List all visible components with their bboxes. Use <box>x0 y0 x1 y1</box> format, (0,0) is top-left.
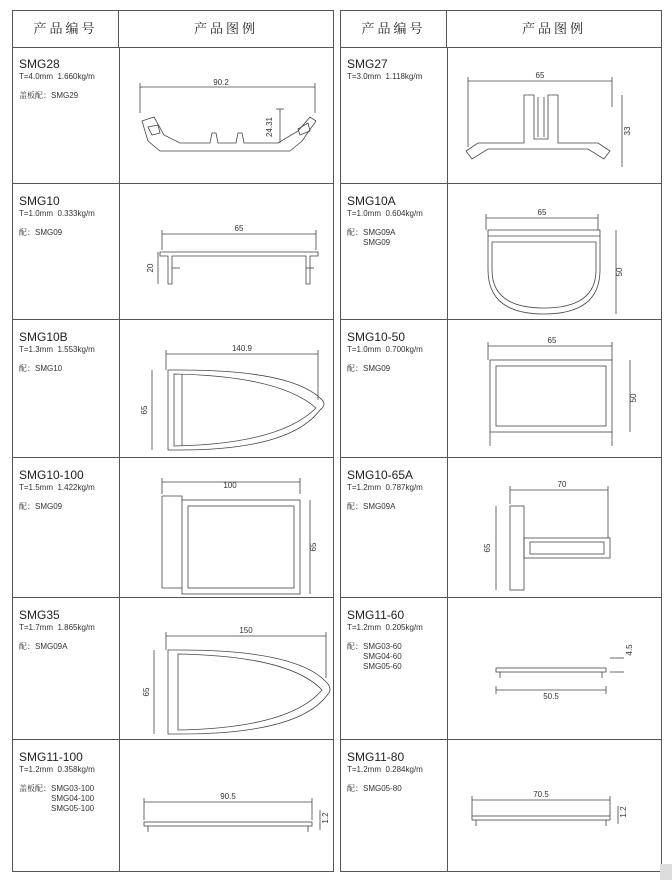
product-row-smg10b <box>13 319 333 457</box>
dim-label: 70.5 <box>533 790 549 799</box>
profile-drawing-smg35 <box>120 598 334 740</box>
catalog-table-left <box>12 10 334 872</box>
page-corner <box>660 864 672 880</box>
product-spec: T=3.0mm 1.118kg/m <box>347 72 423 81</box>
dim-label: 65 <box>140 405 149 415</box>
product-row-smg35 <box>13 597 333 739</box>
dim-label: 90.5 <box>220 792 236 801</box>
profile-drawing-smg10-50 <box>448 320 662 458</box>
product-row-smg10a <box>341 183 661 319</box>
product-code: SMG10-100 <box>19 468 84 482</box>
profile-drawing-smg10b <box>120 320 334 458</box>
product-code: SMG10B <box>19 330 68 344</box>
pairing-info: 配： SMG09 <box>19 502 63 511</box>
profile-drawing-smg10-100 <box>120 458 334 598</box>
dim-label: 24.31 <box>265 116 274 138</box>
dim-label: 100 <box>223 481 237 490</box>
dim-label: 50 <box>629 393 638 403</box>
product-code: SMG10A <box>347 194 396 208</box>
product-row-smg10-65a <box>341 457 661 597</box>
product-code: SMG35 <box>19 608 60 622</box>
product-spec: T=1.7mm 1.865kg/m <box>19 623 95 632</box>
dim-label: 90.2 <box>213 78 229 87</box>
product-code: SMG27 <box>347 57 388 71</box>
product-code: SMG10-65A <box>347 468 414 482</box>
product-row-smg10-50 <box>341 319 661 457</box>
table-header <box>13 11 333 48</box>
product-code: SMG11-80 <box>347 750 405 764</box>
product-row-smg11-60 <box>341 597 661 739</box>
header-image: 产品图例 <box>193 21 258 36</box>
dim-label: 150 <box>239 626 253 635</box>
dim-label: 50 <box>615 267 624 277</box>
pairing-info: 配： SMG09 <box>347 364 391 373</box>
product-row-smg27 <box>341 47 661 183</box>
product-spec: T=1.0mm 0.604kg/m <box>347 209 423 218</box>
dim-label: 65 <box>234 224 244 233</box>
profile-drawing-smg11-100 <box>120 740 334 874</box>
dim-label: 33 <box>623 126 632 136</box>
dim-label: 65 <box>309 542 318 552</box>
product-row-smg11-80 <box>341 739 661 873</box>
pairing-info: 盖板配： SMG03-100 SMG04-100 SMG05-100 <box>19 784 95 813</box>
pairing-info: 配： SMG09 <box>19 228 63 237</box>
pairing-info: 配： SMG10 <box>19 364 63 373</box>
profile-drawing-smg10 <box>120 184 334 320</box>
dim-label: 4.5 <box>625 644 634 656</box>
product-spec: T=1.3mm 1.553kg/m <box>19 345 95 354</box>
dim-label: 65 <box>537 208 547 217</box>
pairing-info: 盖板配： SMG29 <box>19 91 79 100</box>
profile-drawing-smg28 <box>120 47 334 183</box>
dim-label: 50.5 <box>543 692 559 701</box>
dim-label: 20 <box>146 263 155 273</box>
table-header <box>341 11 661 48</box>
product-spec: T=1.0mm 0.700kg/m <box>347 345 423 354</box>
dim-label: 1.2 <box>619 806 628 818</box>
pairing-info: 配： SMG05-80 <box>347 784 402 793</box>
product-code: SMG11-100 <box>19 750 83 764</box>
profile-drawing-smg10a <box>448 184 662 320</box>
dim-label: 65 <box>483 543 492 553</box>
product-spec: T=4.0mm 1.660kg/m <box>19 72 95 81</box>
product-row-smg28 <box>13 47 333 183</box>
product-code: SMG10 <box>19 194 60 208</box>
profile-drawing-smg11-80 <box>448 740 662 874</box>
pairing-info: 配： SMG09A <box>19 642 68 651</box>
product-code: SMG28 <box>19 57 60 71</box>
dim-label: 65 <box>535 71 545 80</box>
profile-drawing-smg11-60 <box>448 598 662 740</box>
dim-label: 1.2 <box>321 812 330 824</box>
dim-label: 140.9 <box>231 344 253 353</box>
profile-drawing-smg27 <box>448 47 662 183</box>
header-code: 产品编号 <box>13 11 119 47</box>
product-spec: T=1.2mm 0.787kg/m <box>347 483 423 492</box>
profile-drawing-smg10-65a <box>448 458 662 598</box>
pairing-info: 配： SMG03-60 SMG04-60 SMG05-60 <box>347 642 402 671</box>
product-row-smg11-100 <box>13 739 333 873</box>
dim-label: 65 <box>142 687 151 697</box>
product-code: SMG11-60 <box>347 608 405 622</box>
product-spec: T=1.5mm 1.422kg/m <box>19 483 95 492</box>
pairing-info: 配： SMG09A <box>347 502 396 511</box>
product-spec: T=1.2mm 0.284kg/m <box>347 765 423 774</box>
product-spec: T=1.2mm 0.205kg/m <box>347 623 423 632</box>
product-row-smg10 <box>13 183 333 319</box>
header-image: 产品图例 <box>521 21 586 36</box>
dim-label: 70 <box>557 480 567 489</box>
catalog-table-right <box>340 10 662 872</box>
dim-label: 65 <box>547 336 557 345</box>
header-code: 产品编号 <box>341 11 447 47</box>
product-row-smg10-100 <box>13 457 333 597</box>
pairing-info: 配： SMG09A SMG09 <box>347 228 396 247</box>
product-spec: T=1.2mm 0.358kg/m <box>19 765 95 774</box>
product-spec: T=1.0mm 0.333kg/m <box>19 209 95 218</box>
product-code: SMG10-50 <box>347 330 406 344</box>
